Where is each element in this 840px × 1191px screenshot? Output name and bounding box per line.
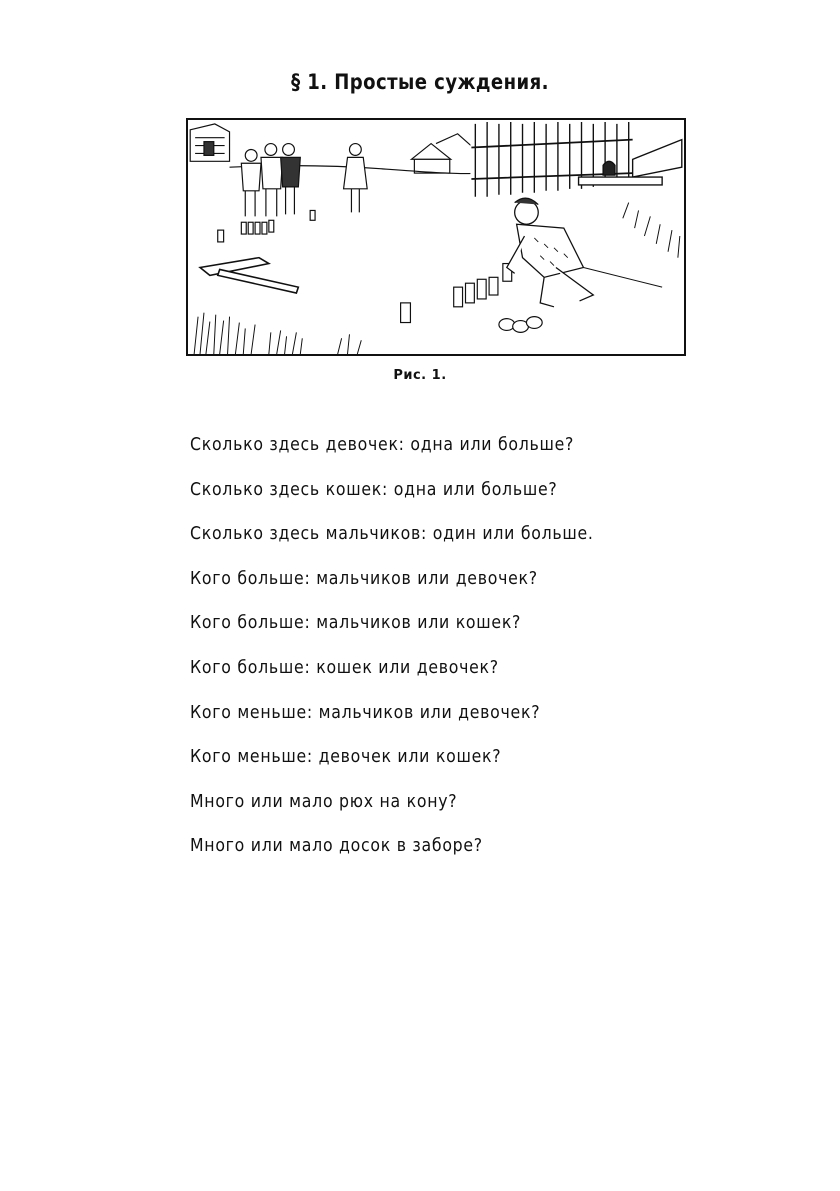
question-item: Много или мало рюх на кону? — [190, 791, 458, 812]
pins-kon — [401, 264, 543, 333]
question-item: Кого больше: кошек или девочек? — [190, 657, 499, 678]
page-title: § 1. Простые суждения. — [291, 70, 549, 94]
illustration-figure — [186, 118, 686, 356]
question-list — [190, 430, 639, 876]
figure-caption: Рис. 1. — [393, 368, 447, 383]
question-item: Сколько здесь кошек: одна или больше? — [190, 479, 558, 500]
question-item: Кого меньше: мальчиков или девочек? — [190, 702, 541, 723]
children-group — [241, 144, 367, 217]
crouching-boy — [507, 198, 662, 307]
question-item: Кого меньше: девочек или кошек? — [190, 747, 502, 768]
question-item: Сколько здесь девочек: одна или больше? — [190, 435, 575, 455]
question-item: Сколько здесь мальчиков: один или больше. — [190, 524, 594, 545]
bats — [200, 258, 298, 293]
question-item: Кого больше: мальчиков или кошек? — [190, 613, 522, 634]
question-item: Кого больше: мальчиков или девочек? — [190, 568, 538, 589]
fence — [470, 120, 681, 201]
question-item: Много или мало досок в заборе? — [190, 836, 483, 857]
gorodki-game-illustration — [188, 120, 684, 354]
